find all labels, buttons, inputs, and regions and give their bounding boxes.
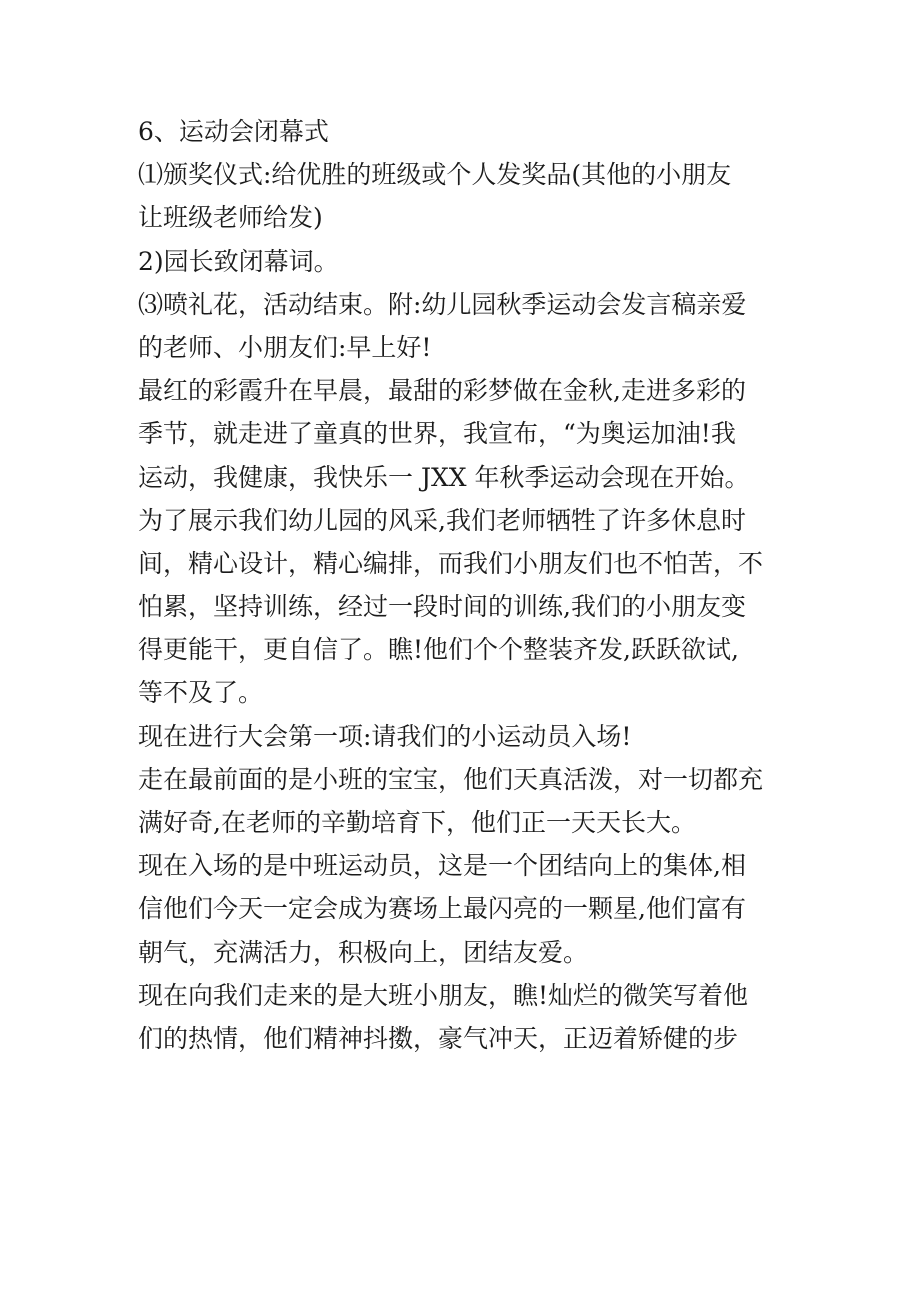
text-line: 间，精心设计，精心编排，而我们小朋友们也不怕苦，不 (138, 548, 764, 578)
text-line: 怕累，坚持训练，经过一段时间的训练,我们的小朋友变 (138, 592, 746, 622)
paragraph-award-ceremony (138, 153, 798, 239)
text-line: 运动，我健康，我快乐一 JXX 年秋季运动会现在开始。 (138, 462, 750, 492)
paragraph-principal-speech (138, 240, 798, 283)
paragraph-first-item (138, 715, 798, 758)
text-line: 现在进行大会第一项:请我们的小运动员入场! (138, 721, 632, 751)
paragraph-big-class (138, 974, 798, 1060)
text-line: 的老师、小朋友们:早上好! (138, 332, 432, 362)
text-line: 朝气，充满活力，积极向上，团结友爱。 (138, 937, 589, 967)
paragraph-small-class (138, 758, 798, 844)
text-line: 为了展示我们幼儿园的风采,我们老师牺牲了许多休息时 (138, 505, 746, 535)
paragraph-opening-announcement (138, 369, 798, 499)
document-body (138, 110, 798, 1060)
text-line: 们的热情，他们精神抖擞，豪气冲天，正迈着矫健的步 (138, 1023, 739, 1053)
paragraph-middle-class (138, 844, 798, 974)
text-line: 走在最前面的是小班的宝宝，他们天真活泼，对一切都充 (138, 764, 764, 794)
text-line: 现在入场的是中班运动员，这是一个团结向上的集体,相 (138, 851, 746, 881)
text-line: 2)园长致闭幕词。 (138, 246, 339, 276)
text-line: 让班级老师给发) (138, 203, 323, 233)
text-line: 得更能干，更自信了。瞧!他们个个整装齐发,跃跃欲试, (138, 635, 739, 665)
paragraph-fireworks (138, 283, 798, 369)
paragraph-closing-ceremony-heading (138, 110, 798, 153)
text-line: 季节，就走进了童真的世界，我宣布，“为奥运加油!我 (138, 419, 736, 449)
text-line: 信他们今天一定会成为赛场上最闪亮的一颗星,他们富有 (138, 894, 746, 924)
text-line: 满好奇,在老师的辛勤培育下，他们正一天天长大。 (138, 808, 696, 837)
text-line: ⑶喷礼花，活动结束。附:幼儿园秋季运动会发言稿亲爱 (138, 289, 747, 319)
text-line: 现在向我们走来的是大班小朋友，瞧!灿烂的微笑写着他 (138, 980, 749, 1010)
text-line: ⑴颁奖仪式:给优胜的班级或个人发奖品(其他的小朋友 (138, 160, 732, 190)
text-line: 等不及了。 (138, 678, 264, 708)
text-line: 6、运动会闭幕式 (138, 117, 329, 146)
text-line: 最红的彩霞升在早晨，最甜的彩梦做在金秋,走进多彩的 (138, 376, 746, 406)
paragraph-preparation (138, 499, 798, 715)
